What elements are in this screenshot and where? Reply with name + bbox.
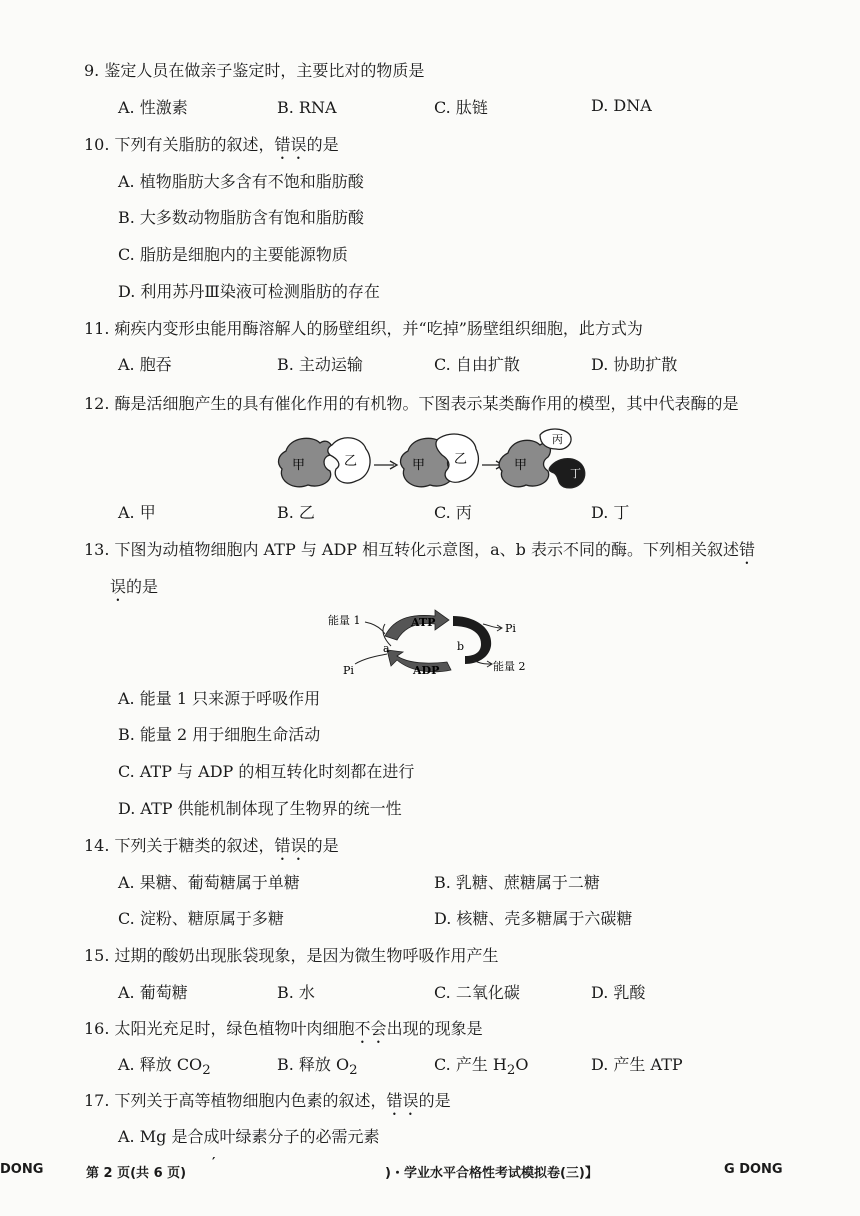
q9-option-c: C. 肽链 bbox=[434, 98, 488, 117]
q16-option-c-sub: 2 bbox=[506, 1063, 516, 1079]
q16-option-c-text: C. 产生 H bbox=[434, 1055, 507, 1074]
q10-stem-text: 10. 下列有关脂肪的叙述， bbox=[84, 135, 275, 154]
q10-option-b: B. 大多数动物脂肪含有饱和脂肪酸 bbox=[118, 208, 364, 227]
q16-option-a bbox=[118, 1054, 211, 1082]
q17-stem-tail: 的是 bbox=[418, 1091, 451, 1110]
q13-option-d: D. ATP 供能机制体现了生物界的统一性 bbox=[118, 799, 402, 818]
question-14-stem bbox=[84, 835, 339, 864]
q10-option-a: A. 植物脂肪大多含有不饱和脂肪酸 bbox=[118, 172, 364, 191]
question-13-stem-line2 bbox=[110, 576, 158, 605]
question-13-stem-line1 bbox=[84, 539, 755, 568]
label-enzyme-b: b bbox=[457, 640, 465, 653]
label-pi-bottom: Pi bbox=[343, 664, 354, 677]
q11-option-b: B. 主动运输 bbox=[277, 355, 363, 374]
label-pi-top: Pi bbox=[505, 622, 516, 635]
q10-stem-tail: 的是 bbox=[306, 135, 339, 154]
q16-option-a-text: A. 释放 CO bbox=[118, 1055, 203, 1074]
q12-option-a: A. 甲 bbox=[118, 503, 156, 522]
q14-option-d: D. 核糖、壳多糖属于六碳糖 bbox=[434, 909, 633, 928]
label-energy-1: 能量 1 bbox=[328, 614, 361, 627]
q10-option-d: D. 利用苏丹Ⅲ染液可检测脂肪的存在 bbox=[118, 282, 380, 301]
q15-option-b: B. 水 bbox=[277, 983, 315, 1002]
footer-page-number: 第 2 页(共 6 页) bbox=[86, 1166, 187, 1181]
q17-stem-emphasis: 错误 bbox=[386, 1091, 419, 1110]
q14-option-c: C. 淀粉、糖原属于多糖 bbox=[118, 909, 284, 928]
question-16-stem bbox=[84, 1018, 483, 1047]
label-jia-1: 甲 bbox=[292, 458, 306, 473]
q14-stem-tail: 的是 bbox=[306, 836, 339, 855]
q14-option-a: A. 果糖、葡萄糖属于单糖 bbox=[118, 873, 300, 892]
q12-option-c: C. 丙 bbox=[434, 503, 472, 522]
label-bing: 丙 bbox=[552, 433, 563, 446]
q15-option-a: A. 葡萄糖 bbox=[118, 983, 188, 1002]
atp-adp-cycle-figure bbox=[325, 606, 565, 680]
q13-option-b: B. 能量 2 用于细胞生命活动 bbox=[118, 725, 321, 744]
q16-option-b-sub: 2 bbox=[349, 1063, 358, 1079]
q13-stem-text: 13. 下图为动植物细胞内 ATP 与 ADP 相互转化示意图，a、b 表示不同的酶。下列相关叙述 bbox=[84, 540, 740, 559]
q16-option-d bbox=[591, 1054, 683, 1076]
q11-option-c: C. 自由扩散 bbox=[434, 355, 520, 374]
label-yi-2: 乙 bbox=[454, 452, 468, 467]
enzyme-model-figure bbox=[270, 425, 590, 500]
q13-option-c: C. ATP 与 ADP 的相互转化时刻都在进行 bbox=[118, 762, 415, 781]
q14-stem-text: 14. 下列关于糖类的叙述， bbox=[84, 836, 275, 855]
q15-option-d: D. 乳酸 bbox=[591, 983, 646, 1002]
label-jia-3: 甲 bbox=[514, 458, 528, 473]
label-ding: 丁 bbox=[570, 467, 581, 480]
q15-option-c: C. 二氧化碳 bbox=[434, 983, 520, 1002]
footer-tick: ′ bbox=[212, 1156, 216, 1171]
question-17-stem bbox=[84, 1090, 451, 1119]
q16-option-b-text: B. 释放 O bbox=[277, 1055, 350, 1074]
q12-option-d: D. 丁 bbox=[591, 503, 630, 522]
q16-option-c bbox=[434, 1054, 529, 1082]
q16-stem-text: 16. 太阳光充足时，绿色植物叶肉细胞 bbox=[84, 1019, 355, 1038]
q14-stem-emphasis: 错误 bbox=[274, 836, 307, 855]
question-9-stem: 9. 鉴定人员在做亲子鉴定时，主要比对的物质是 bbox=[84, 61, 425, 80]
footer-right-edge: G DONG bbox=[724, 1162, 783, 1177]
q17-option-a: A. Mg 是合成叶绿素分子的必需元素 bbox=[118, 1127, 380, 1146]
q13-stem-emphasis-2: 误 bbox=[110, 577, 127, 596]
q10-stem-emphasis: 错误 bbox=[274, 135, 307, 154]
q9-option-d: D. DNA bbox=[591, 96, 652, 115]
q16-option-a-sub: 2 bbox=[202, 1063, 211, 1079]
q14-option-b: B. 乳糖、蔗糖属于二糖 bbox=[434, 873, 600, 892]
q17-stem-text: 17. 下列关于高等植物细胞内色素的叙述， bbox=[84, 1091, 387, 1110]
q16-option-b bbox=[277, 1054, 358, 1082]
q13-stem-tail: 的是 bbox=[126, 577, 159, 596]
q13-option-a: A. 能量 1 只来源于呼吸作用 bbox=[118, 689, 321, 708]
label-energy-2: 能量 2 bbox=[493, 660, 526, 673]
label-enzyme-a: a bbox=[383, 642, 390, 655]
q9-option-b: B. RNA bbox=[277, 98, 337, 117]
q10-option-c: C. 脂肪是细胞内的主要能源物质 bbox=[118, 245, 348, 264]
label-jia-2: 甲 bbox=[412, 458, 426, 473]
label-adp: ADP bbox=[413, 664, 440, 677]
q16-option-d-text: D. 产生 ATP bbox=[591, 1055, 683, 1074]
q16-stem-emphasis: 不会 bbox=[354, 1019, 387, 1038]
question-10-stem bbox=[84, 134, 339, 163]
label-yi-1: 乙 bbox=[344, 454, 358, 469]
q16-option-c-post: O bbox=[515, 1055, 529, 1074]
q11-option-a: A. 胞吞 bbox=[118, 355, 172, 374]
footer-left-edge: DONG bbox=[0, 1162, 44, 1177]
q9-option-a: A. 性激素 bbox=[118, 98, 188, 117]
question-11-stem: 11. 痢疾内变形虫能用酶溶解人的肠壁组织，并“吃掉”肠壁组织细胞，此方式为 bbox=[84, 319, 643, 338]
q16-stem-tail: 出现的现象是 bbox=[386, 1019, 483, 1038]
question-15-stem: 15. 过期的酸奶出现胀袋现象，是因为微生物呼吸作用产生 bbox=[84, 946, 499, 965]
q12-option-b: B. 乙 bbox=[277, 503, 315, 522]
footer-exam-title: )・学业水平合格性考试模拟卷(三)】 bbox=[385, 1166, 598, 1181]
q11-option-d: D. 协助扩散 bbox=[591, 355, 678, 374]
question-12-stem: 12. 酶是活细胞产生的具有催化作用的有机物。下图表示某类酶作用的模型，其中代表酶的是 bbox=[84, 394, 739, 413]
q13-stem-emphasis-1: 错 bbox=[739, 540, 756, 559]
label-atp: ATP bbox=[411, 616, 436, 629]
